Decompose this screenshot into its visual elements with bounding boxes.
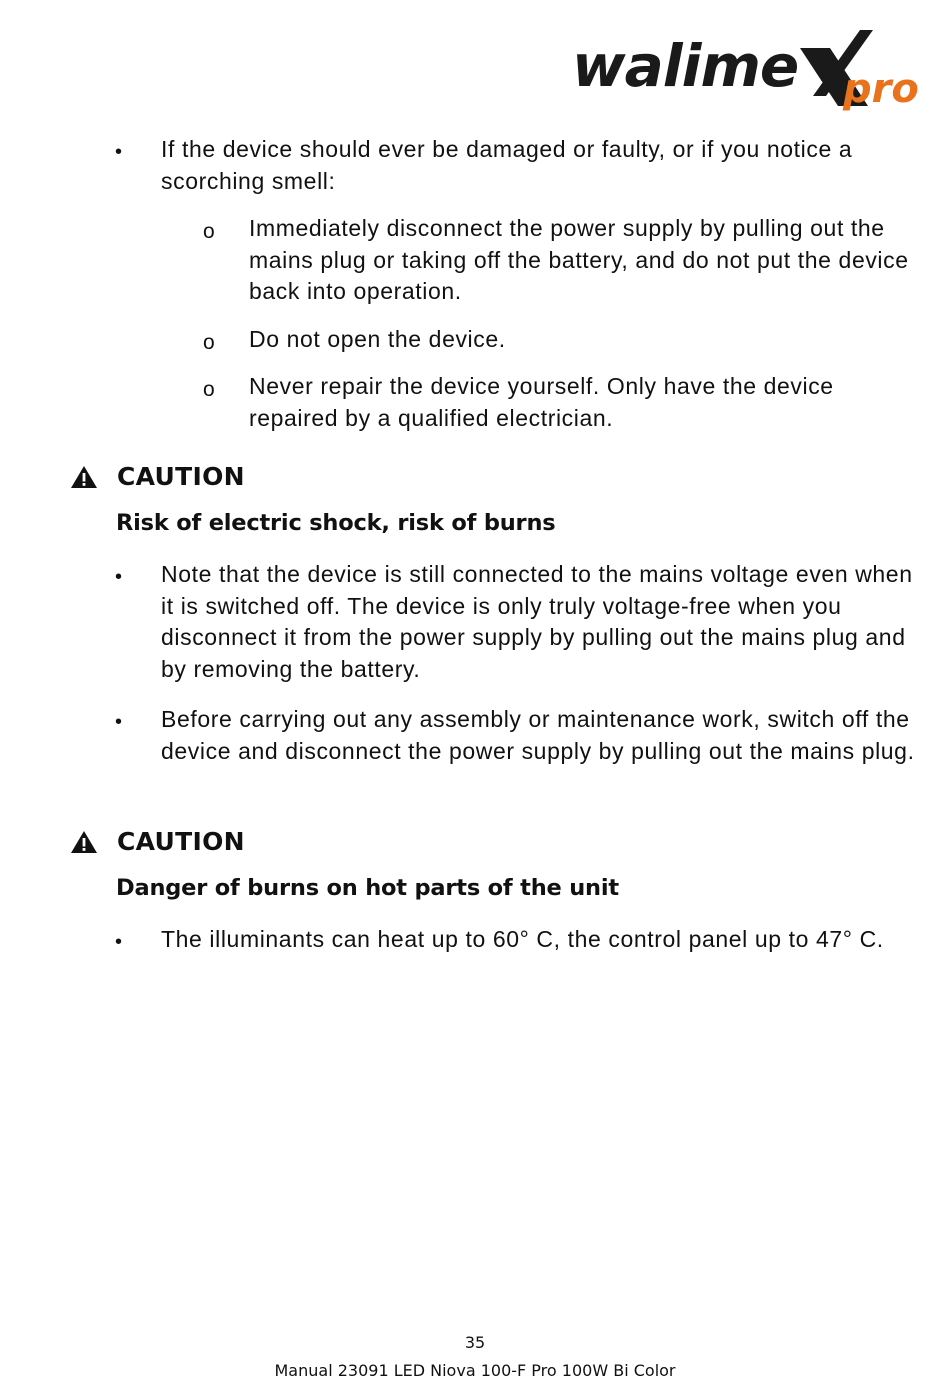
manual-title: Manual 23091 LED Niova 100-F Pro 100W Bi Color [274,1361,676,1380]
caution-label: CAUTION [117,462,245,491]
sub-bullet-marker: o [203,378,216,401]
bullet-text: If the device should ever be damaged or faulty, or if you notice a scorching smell: [161,136,853,194]
svg-text:pro: pro [843,66,919,112]
sub-item-text: Immediately disconnect the power supply by pulling out the mains plug or taking off the battery, and do not put the device back into operation. [249,215,909,304]
svg-text:walime: walime [572,32,799,100]
sub-bullet-marker: o [203,331,216,354]
caution-heading: Danger of burns on hot parts of the unit [116,875,619,901]
caution-heading: Risk of electric shock, risk of burns [116,510,556,536]
bullet-dot-icon: • [115,566,123,588]
walimex-pro-logo-graphic [568,26,928,112]
sub-bullet-marker: o [203,220,216,243]
bullet-dot-icon: • [115,711,123,733]
bullet-dot-icon: • [115,931,123,953]
warning-triangle-icon [70,465,98,489]
page-number: 35 [464,1333,486,1352]
warning-triangle-icon [70,830,98,854]
bullet-text: Note that the device is still connected to the mains voltage even when it is switched off. The device is only truly voltage-free when you disconnect it from the power supply by pulling out the mains plug and by removing the battery. [161,561,913,682]
sub-item-text: Do not open the device. [249,326,506,352]
sub-item-text: Never repair the device yourself. Only have the device repaired by a qualified electrician. [249,373,834,431]
bullet-text: Before carrying out any assembly or maintenance work, switch off the device and disconnect the power supply by pulling out the mains plug. [161,706,915,764]
caution-label: CAUTION [117,827,245,856]
brand-logo [568,26,928,112]
bullet-text: The illuminants can heat up to 60° C, the control panel up to 47° C. [161,926,884,952]
bullet-dot-icon: • [115,141,123,163]
